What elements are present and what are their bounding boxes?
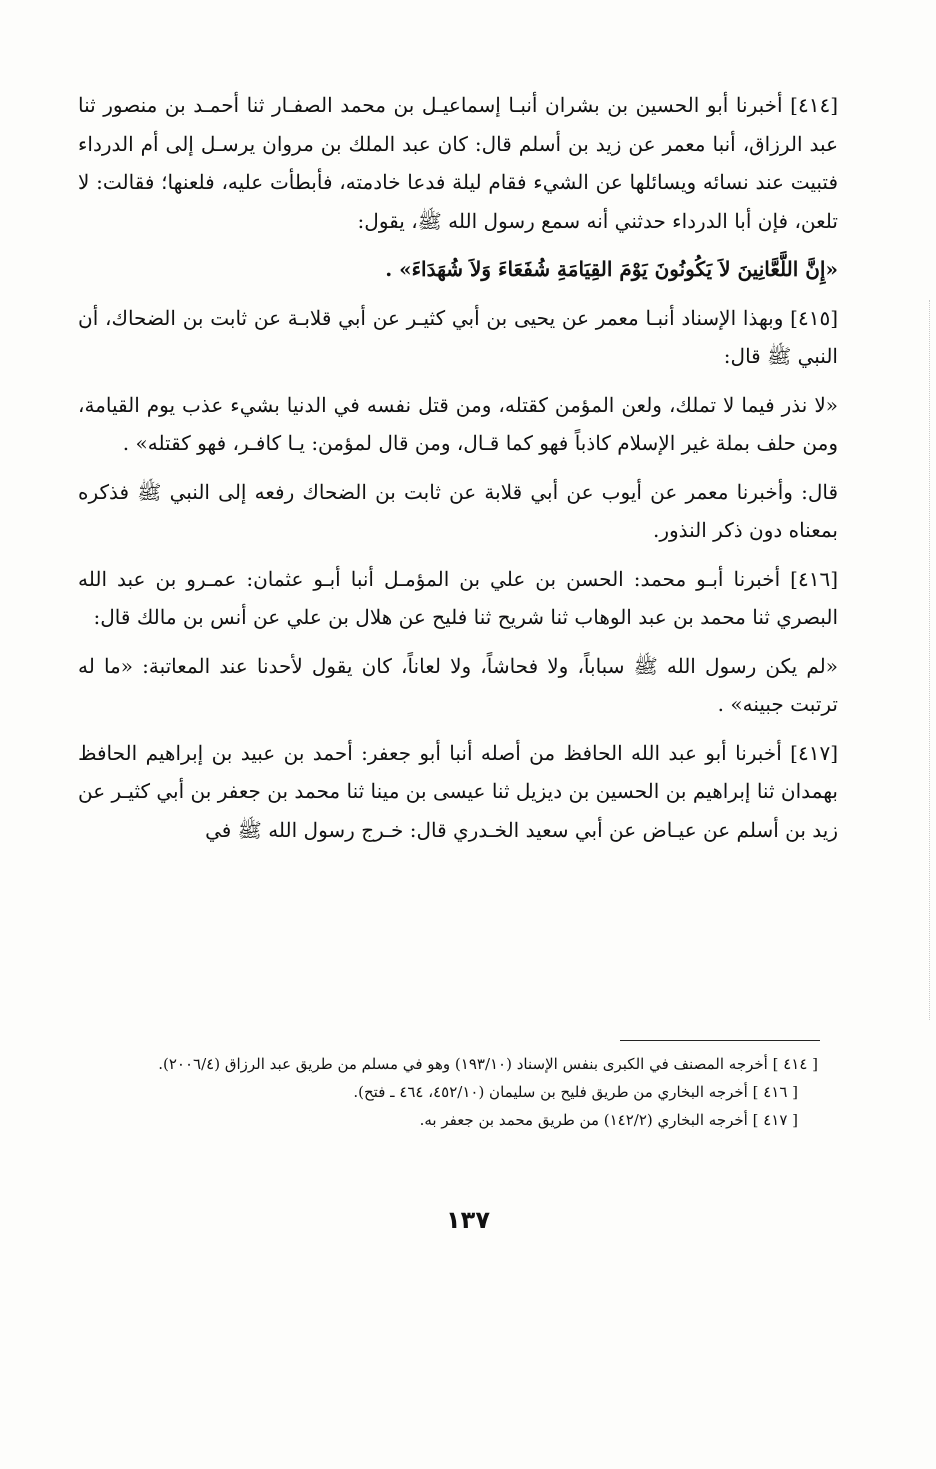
hadith-416: [٤١٦] أخبرنا أبـو محمد: الحسن بن علي بن المؤمـل أنبا أبـو عثمان: عمـرو بن عبد الله البصري ثنا محمد بن عبد الوهاب ثنا شريح ثنا فليح عن هلال بن علي عن أنس بن مالك قال: — [78, 566, 838, 629]
footnote-416: [ ٤١٦ ] أخرجه البخاري من طريق فليح بن سليمان (٤٥٢/١٠، ٤٦٤ ـ فتح). — [353, 1083, 798, 1101]
hadith-415-quote: «لا نذر فيما لا تملك، ولعن المؤمن كقتله، ومن قتل نفسه في الدنيا بشيء عذب يوم القيامة، ومن حلف بملة غير الإسلام كاذباً فهو كما قـال، ومن قال لمؤمن: يـا كافـر، فهو كقتله» . — [78, 392, 838, 455]
hadith-414: [٤١٤] أخبرنا أبو الحسين بن بشران أنبـا إسماعيـل بن محمد الصفـار ثنا أحمـد بن منصور ثنا عبد الرزاق، أنبا معمر عن زيد بن أسلم قال: كان عبد الملك بن مروان يرسـل إلى أم الدرداء فتبيت عند نسائه ويسائلها عن الشيء فقام ليلة فدعا خادمته، فأبطأت عليه، فلعنها؛ فقالت: لا تلعن، فإن أبا الدرداء حدثني أنه سمع رسول الله ﷺ، يقول: — [78, 93, 838, 233]
hadith-417: [٤١٧] أخبرنا أبو عبد الله الحافظ من أصله أنبا أبو جعفر: أحمد بن عبيد بن إبراهيم الحافظ بهمدان ثنا إبراهيم بن الحسين بن ديزيل ثنا عيسى بن مينا ثنا محمد بن جعفر بن أبي كثيـر عن زيد بن أسلم عن عيـاض عن أبي سعيد الخـدري قال: خـرج رسول الله ﷺ في — [78, 740, 838, 842]
hadith-414-quote: «إِنَّ اللَّعَّانِينَ لاَ يَكُونُونَ يَوْمَ القِيَامَةِ شُفَعَاءَ وَلاَ شُهَدَاءَ» . — [385, 257, 838, 281]
hadith-415: [٤١٥] وبهذا الإسناد أنبـا معمر عن يحيى بن أبي كثيـر عن أبي قلابـة عن ثابت بن الضحاك، أن النبي ﷺ قال: — [78, 305, 838, 368]
page-edge-shadow — [929, 300, 930, 1020]
footnote-417: [ ٤١٧ ] أخرجه البخاري (١٤٢/٢) من طريق محمد بن جعفر به. — [419, 1111, 798, 1129]
hadith-416-quote: «لم يكن رسول الله ﷺ سباباً، ولا فحاشاً، ولا لعاناً، كان يقول لأحدنا عند المعاتبة: «ما له ترتبت جبينه» . — [78, 653, 838, 716]
main-text — [78, 86, 838, 849]
footnote-414: [ ٤١٤ ] أخرجه المصنف في الكبرى بنفس الإسناد (١٩٣/١٠) وهو في مسلم من طريق عبد الرزاق (٢٠٠٦/٤). — [158, 1055, 818, 1073]
footnote-divider — [620, 1040, 820, 1041]
footnotes — [78, 1050, 818, 1134]
hadith-415-addendum: قال: وأخبرنا معمر عن أيوب عن أبي قلابة عن ثابت بن الضحاك رفعه إلى النبي ﷺ فذكره بمعناه دون ذكر النذور. — [78, 479, 838, 542]
page-number: ١٣٧ — [446, 1206, 490, 1234]
